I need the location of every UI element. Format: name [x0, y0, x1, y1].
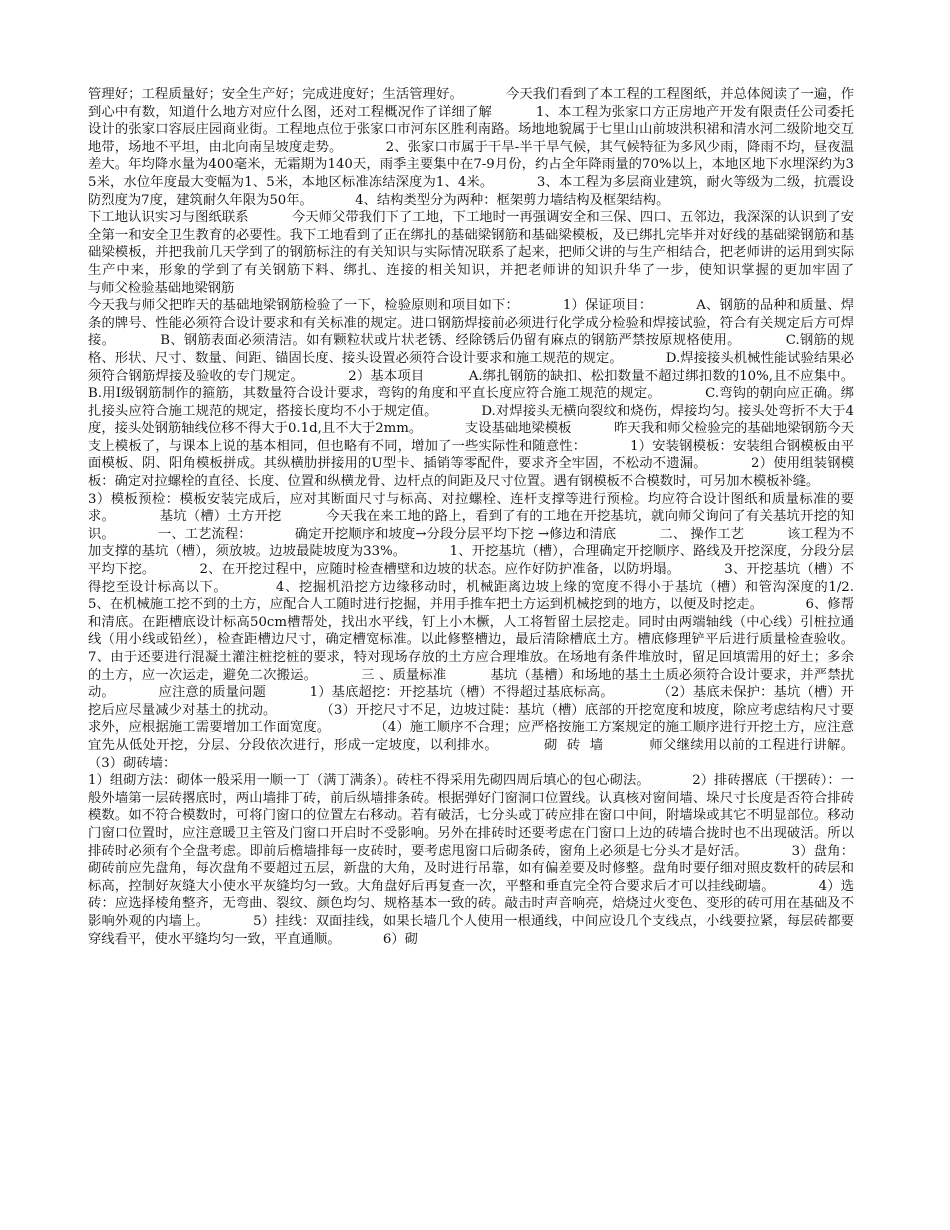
paragraph-rebar-formwork: 今天我与师父把昨天的基础地梁钢筋检验了一下，检验原则和项目如下： 1）保证项目： A、钢筋的品种和质量、焊条的牌号、性能必须符合设计要求和有关标准的规定。进口钢筋焊接前必须进行化学成分检验和焊接试验，符合有关规定后方可焊接。 B、钢筋表面必须清洁。如有颗粒状或片状老锈、经除锈后仍留有麻点的钢筋严禁按原规格使用。 C.钢筋的规格、形状、尺寸、数量、间距、锚固长度、接头设置必须符合设计要求和施工规范的规定。 D.焊接接头机械性能试验结果必须符合钢筋焊接及验收的专门规定。 2）基本项目 A.绑扎钢筋的缺扣、松扣数量不超过绑扣数的10%,且不应集中。 B.用Ⅰ级钢筋制作的箍筋，其数量符合设计要求，弯钩的角度和平直长度应符合施工规范的规定。 C.弯钩的朝向应正确。绑扎接头应符合施工规范的规定，搭接长度均不小于规定值。 D.对焊接头无横向裂纹和烧伤，焊接均匀。接头处弯折不大于4度，接头处钢筋轴线位移不得大于0.1d,且不大于2mm。 支设基础地梁模板 昨天我和师父检验完的基础地梁钢筋今天支上模板了，与课本上说的基本相同，但也略有不同，增加了一些实际性和随意性： 1）安装钢模板：安装组合钢模板由平面模板、阴、阳角模板拼成。其纵横肋拼接用的U型卡、插销等零配件，要求齐全牢固，不松动不遗漏。 2）使用组装钢模板：确定对拉螺栓的直径、长度、位置和纵横龙骨、边杆点的间距及尺寸位置。遇有钢模板不合模数时，可另加木模板补缝。: [88, 298, 897, 490]
paragraph-excavation: 3）模板预检：模板安装完成后，应对其断面尺寸与标高、对拉螺栓、连杆支撑等进行预检。均应符合设计图纸和质量标准的要求。 基坑（槽）土方开挖 今天我在来工地的路上，看到了有的工地在开挖基坑，就向师父询问了有关基坑开挖的知识。 一、工艺流程： 确定开挖顺序和坡度→分段分层平均下挖 →修边和清底 二、 操作工艺 该工程为不加支撑的基坑（槽），须放坡。边坡最陡坡度为33%。 1、开挖基坑（槽），合理确定开挖顺序、路线及开挖深度，分段分层平均下挖。 2、在开挖过程中，应随时检查槽壁和边坡的状态。应作好防护准备，以防坍塌。 3、开挖基坑（槽）不得挖至设计标高以下。 4、挖掘机沿挖方边缘移动时，机械距离边坡上缘的宽度不得小于基坑（槽）和管沟深度的1/2. 5、在机械施工挖不到的土方，应配合人工随时进行挖掘，并用手推车把土方运到机械挖到的地方，以便及时挖走。 6、修帮和清底。在距槽底设计标高50cm槽帮处，找出水平线，钉上小木橛，人工将暂留土层挖走。同时由两端轴线（中心线）引桩拉通线（用小线或铅丝），检查距槽边尺寸，确定槽宽标准。以此修整槽边，最后清除槽底土方。槽底修理铲平后进行质量检查验收。 7、由于还要进行混凝土灌注桩挖桩的要求，特对现场存放的土方应合理堆放。在场地有条件堆放时，留足回填需用的好土；多余的土方，应一次运走，避免二次搬运。 三 、质量标准 基坑（基槽）和场地的基土土质必须符合设计要求，并严禁扰动。 应注意的质量问题 1）基底超挖：开挖基坑（槽）不得超过基底标高。 （2）基底未保护：基坑（槽）开挖后应尽量减少对基土的扰动。 （3）开挖尺寸不足，边坡过陡：基坑（槽）底部的开挖宽度和坡度，除应考虑结构尺寸要求外，应根据施工需要增加工作面宽度。 （4）施工顺序不合理；应严格按施工方案规定的施工顺序进行开挖土方，应注意宜先从低处开挖，分层、分段依次进行，形成一定坡度，以利排水。 砌 砖 墙 师父继续用以前的工程进行讲解。 （3）砌砖墙：: [88, 491, 897, 771]
paragraph-project-overview: 管理好；工程质量好；安全生产好；完成进度好；生活管理好。 今天我们看到了本工程的工程图纸，并总体阅读了一遍，作到心中有数，知道什么地方对应什么图，还对工程概况作了详细了解 1、本工程为张家口方正房地产开发有限责任公司委托设计的张家口容辰庄园商业街。工程地点位于张家口市河东区胜利南路。场地地貌属于七里山山前坡洪积裙和清水河二级阶地交互地带，场地不平坦，由北向南呈坡度走势。 2、张家口市属于干旱-半干旱气候，其气候特征为多风少雨，降雨不均，昼夜温差大。年均降水量为400毫米，无霜期为140天，雨季主要集中在7-9月份，约占全年降雨量的70%以上，本地区地下水埋深约为35米，水位年度最大变幅为1、5米，本地区标准冻结深度为1、4米。 3、本工程为多层商业建筑，耐火等级为二级，抗震设防烈度为7度，建筑耐久年限为50年。 4、结构类型分为两种：框架剪力墙结构及框架结构。: [88, 87, 854, 208]
paragraph-site-visit: 下工地认识实习与图纸联系 今天师父带我们下了工地，下工地时一再强调安全和三保、四口、五邻边，我深深的认识到了安全第一和安全卫生教育的必要性。我下工地看到了正在绑扎的基础梁钢筋和基础梁模板，及已绑扎完毕并对好线的基础梁钢筋和基础梁模板，并把我前几天学到了的钢筋标注的有关知识与实际情况联系了起来，把师父讲的与生产相结合，把老师讲的运用到实际生产中来，形象的学到了有关钢筋下料、绑扎、连接的相关知识，并把老师讲的知识升华了一步，使知识掌握的更加牢固了 与师父检验基础地梁钢筋: [88, 210, 897, 296]
paragraph-brickwork: 1）组砌方法：砌体一般采用一顺一丁（满丁满条）。砖柱不得采用先砌四周后填心的包心砌法。 2）排砖撂底（干摆砖）：一般外墙第一层砖撂底时，两山墙排丁砖，前后纵墙排条砖。根据弹好门窗洞口位置线。认真核对窗间墙、垛尺寸长度是否符合排砖模数。如不符合模数时，可将门窗口的位置左右移动。若有破活，七分头或丁砖应排在窗口中间，附墙垛或其它不明显部位。移动门窗口位置时，应注意暖卫主管及门窗口开启时不受影响。另外在排砖时还要考虑在门窗口上边的砖墙合拢时也不出现破活。所以排砖时必须有个全盘考虑。即前后檐墙排每一皮砖时，要考虑甩窗口后砌条砖，窗角上必须是七分头才是好活。 3）盘角：砌砖前应先盘角，每次盘角不要超过五层，新盘的大角，及时进行吊靠，如有偏差要及时修整。盘角时要仔细对照皮数杆的砖层和标高，控制好灰缝大小使水平灰缝均匀一致。大角盘好后再复查一次，平整和垂直完全符合要求后才可以挂线砌墙。 4）选砖：应选择棱角整齐，无弯曲、裂纹、颜色均匀、规格基本一致的砖。敲击时声音响亮，焙烧过火变色、变形的砖可用在基础及不影响外观的内墙上。 5）挂线：双面挂线，如果长墙几个人使用一根通线，中间应设几个支线点，小线要拉紧，每层砖都要穿线看平，使水平缝均匀一致，平直通顺。 6）砌: [88, 773, 854, 947]
